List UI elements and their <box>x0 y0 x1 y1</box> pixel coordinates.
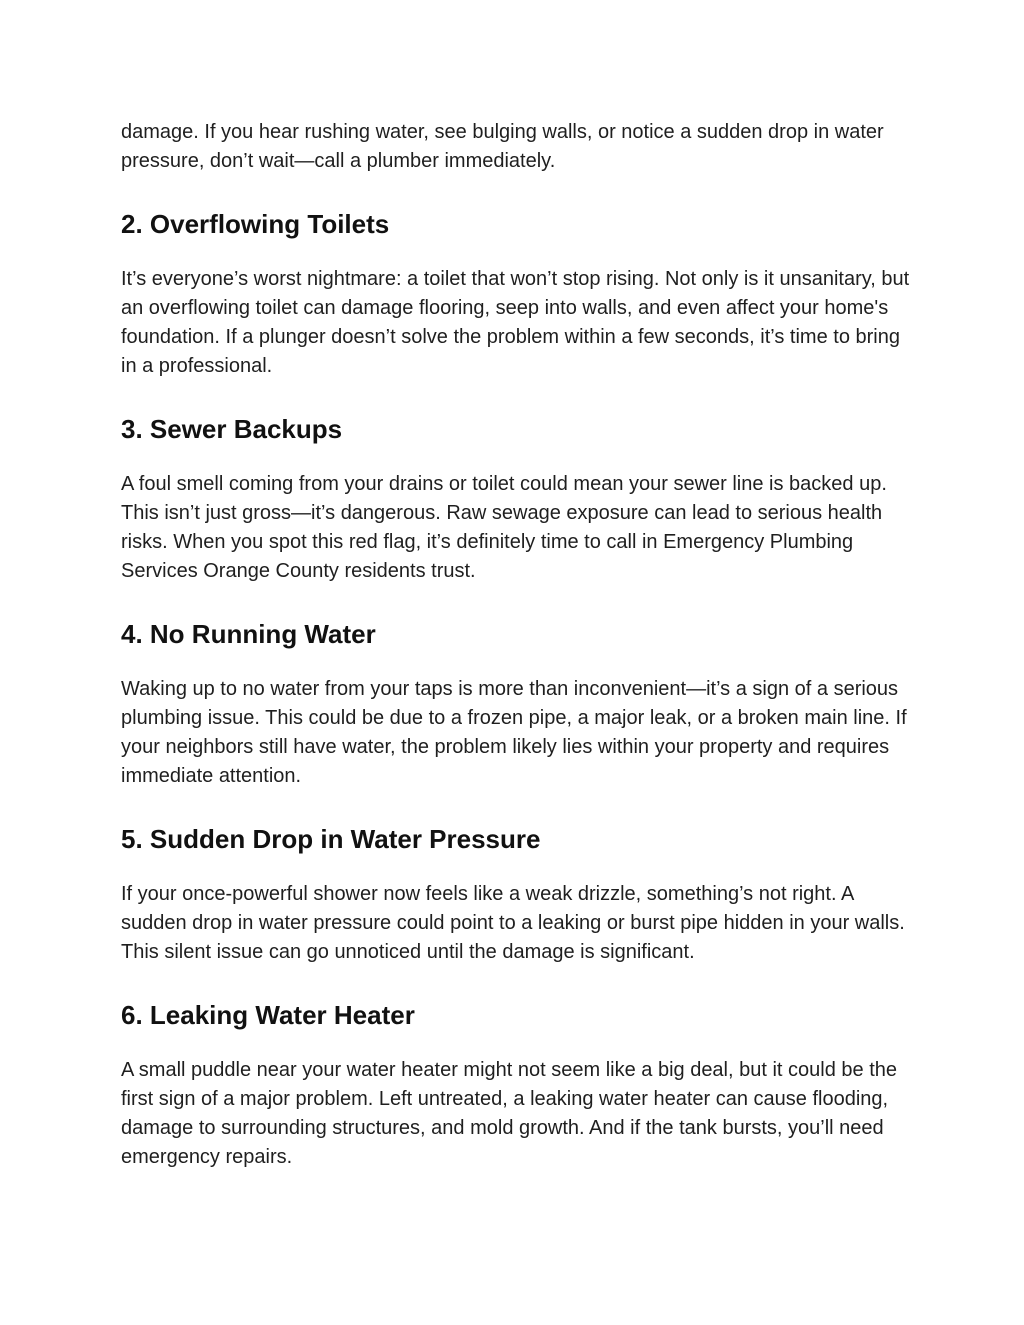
section-body: A small puddle near your water heater might not seem like a big deal, but it could be the first sign of a major problem. Left untreated, a leaking water heater can cause flooding, damage to surrounding structures, and mold growth. And if the tank bursts, you’ll need emergency repairs. <box>121 1059 898 1168</box>
section-heading: 4. No Running Water <box>121 619 376 649</box>
section-body: If your once-powerful shower now feels like a weak drizzle, something’s not right. A sudden drop in water pressure could point to a leaking or burst pipe hidden in your walls. This silent issue can go unnoticed until the damage is significant. <box>121 883 905 963</box>
document-page <box>121 118 921 1204</box>
section-body: Waking up to no water from your taps is more than inconvenient—it’s a sign of a serious plumbing issue. This could be due to a frozen pipe, a major leak, or a broken main line. If your neighbors still have water, the problem likely lies within your property and requires immediate attention. <box>121 678 907 787</box>
section-overflowing-toilets <box>121 208 921 381</box>
section-heading: 5. Sudden Drop in Water Pressure <box>121 824 541 854</box>
section-heading: 3. Sewer Backups <box>121 414 343 444</box>
section-body: A foul smell coming from your drains or toilet could mean your sewer line is backed up. This isn’t just gross—it’s dangerous. Raw sewage exposure can lead to serious health risks. When you spot this red flag, it’s definitely time to call in Emergency Plumbing Services Orange County residents trust. <box>121 473 887 582</box>
section-no-running-water <box>121 618 921 791</box>
section-sewer-backups <box>121 413 921 586</box>
section-water-heater <box>121 999 921 1172</box>
section-body: It’s everyone’s worst nightmare: a toilet that won’t stop rising. Not only is it unsanitary, but an overflowing toilet can damage flooring, seep into walls, and even affect your home's foundation. If a plunger doesn’t solve the problem within a few seconds, it’s time to bring in a professional. <box>121 268 910 377</box>
section-heading: 2. Overflowing Toilets <box>121 209 390 239</box>
section-water-pressure <box>121 823 921 967</box>
intro-paragraph: damage. If you hear rushing water, see bulging walls, or notice a sudden drop in water pressure, don’t wait—call a plumber immediately. <box>121 121 884 172</box>
section-heading: 6. Leaking Water Heater <box>121 1000 415 1030</box>
